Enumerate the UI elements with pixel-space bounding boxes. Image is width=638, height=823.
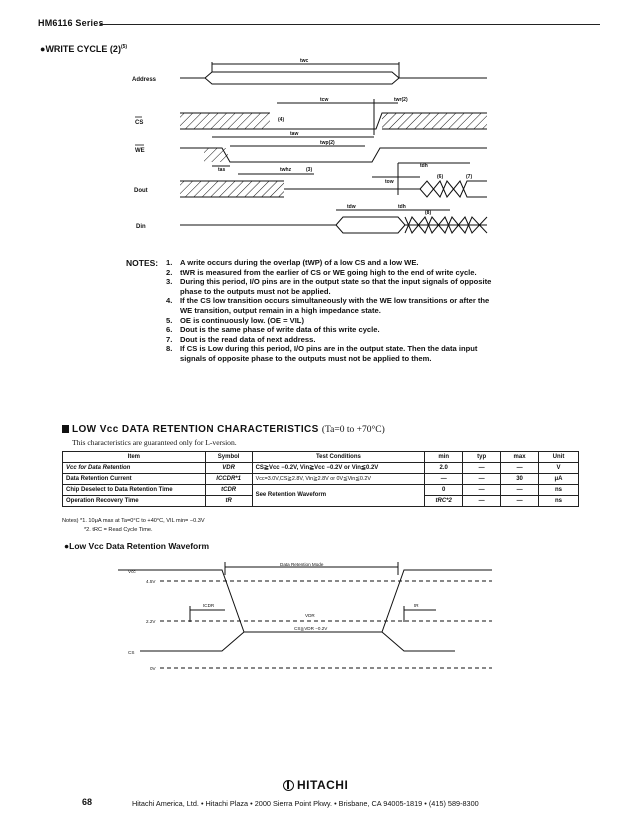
col-typ: typ [463,452,501,463]
signal-address: Address [132,77,157,83]
table-header-row [63,452,579,463]
label-2-2v: 2.2V [146,619,156,624]
write-cycle-heading: ●WRITE CYCLE $(2)^{(5)}$ [40,44,128,54]
label-retention-mode: Data Retention Mode [280,562,324,567]
table-note-1: Notes) *1. 10μA max at Ta=0°C to +40°C, VIL min= −0.3V [62,518,205,524]
note-item: 5. OE is continuously low. (OE = VIL) [166,315,304,325]
hitachi-mark-icon [283,780,294,791]
label-tdh: tdh [398,204,406,210]
table-row: Chip Deselect to Data Retention Time tCDR See Retention Waveform 0 — — ns [63,485,579,496]
note-item: 7. Dout is the read data of next address. [166,334,316,344]
label-twc: twc [300,58,309,64]
label-tdh-top: tdh [420,163,428,169]
note-item: 2. tWR is measured from the earlier of CS or WE going high to the end of write cycle. [166,267,477,277]
label-tow: tow [385,179,394,185]
signal-dout: Dout [134,188,148,194]
label-twhz-mark: (3) [306,167,313,173]
note-item: 4. If the CS low transition occurs simultaneously with the WE low transitions or after the WE transition, output remain in a high impedance state. [166,296,490,315]
label-0v: 0V [150,666,156,671]
label-tcdr: tCDR [203,603,215,608]
label-taw: taw [290,131,299,137]
notes-heading: NOTES: [126,258,159,268]
low-vcc-heading: LOW Vcc DATA RETENTION CHARACTERISTICS (Ta=0 to +70°C) [62,424,385,435]
signal-we: WE [135,148,145,154]
col-max: max [501,452,539,463]
label-twp2: twp(2) [320,140,335,146]
table-note-2: *2. tRC = Read Cycle Time. [84,527,153,533]
label-vcc: Vcc [128,569,136,574]
note-item: 1. A write occurs during the overlap (tWP) of a low CS and a low WE. [166,258,419,267]
header-rule [100,24,600,25]
label-cs: CS [128,650,135,655]
label-tas: tas [218,167,226,173]
hitachi-logo: HITACHI [283,778,348,792]
label-twr2: twr(2) [394,97,408,103]
notes-list [166,258,496,364]
label-tcw: tcw [320,97,329,103]
col-min: min [425,452,463,463]
page-number: 68 [82,797,93,807]
write-cycle-timing-diagram [0,55,638,250]
label-m7: (7) [466,174,473,180]
table-row: Vcc for Data Retention VDR CS≧Vcc −0.2V, Vin≧Vcc −0.2V or Vin≦0.2V 2.0 — — V [63,463,579,474]
label-cs-cond: CS≧VDR −0.2V [294,626,328,631]
table-row: Data Retention Current ICCDR*1 Vcc=3.0V,CS≧2.8V, Vin≧2.8V or 0V≦Vin≦0.2V — — 30 μA [63,474,579,485]
col-symbol: Symbol [205,452,252,463]
label-m8: (8) [425,210,432,216]
footer-address: Hitachi America, Ltd. • Hitachi Plaza • 2000 Sierra Point Pkwy. • Brisbane, CA 94005-1819 • (415) 589-8300 [132,799,479,808]
table-row: Operation Recovery Time tR tRC*2 — — ns [63,496,579,507]
label-m4: (4) [278,117,285,123]
col-conditions: Test Conditions [252,452,425,463]
label-tr: tR [414,603,419,608]
col-item: Item [63,452,206,463]
label-vdr: VDR [305,613,315,618]
retention-waveform-diagram [0,555,638,675]
label-m6: (6) [437,174,444,180]
note-item: 6. Dout is the same phase of write data of this write cycle. [166,325,380,335]
series-title: HM6116 Series [38,18,104,28]
label-tdw: tdw [347,204,356,210]
signal-cs: CS [135,120,144,126]
col-unit: Unit [539,452,579,463]
waveform-heading: ●Low Vcc Data Retention Waveform [64,541,210,551]
label-twhz: twhz [280,167,292,173]
note-item: 3. During this period, I/O pins are in the output state so that the input signals of opposite phase to the outputs must not be applied. [166,277,492,296]
note-item: 8. If CS is Low during this period, I/O pins are in the output state. Then the data input signals of opposite phase to the outputs must not be applied to them. [166,344,478,363]
data-retention-table [62,451,579,507]
low-vcc-subtitle: This characteristics are guaranteed only for L-version. [72,438,237,447]
square-bullet-icon [62,425,69,433]
signal-din: Din [136,224,146,230]
label-4-5v: 4.5V [146,579,156,584]
